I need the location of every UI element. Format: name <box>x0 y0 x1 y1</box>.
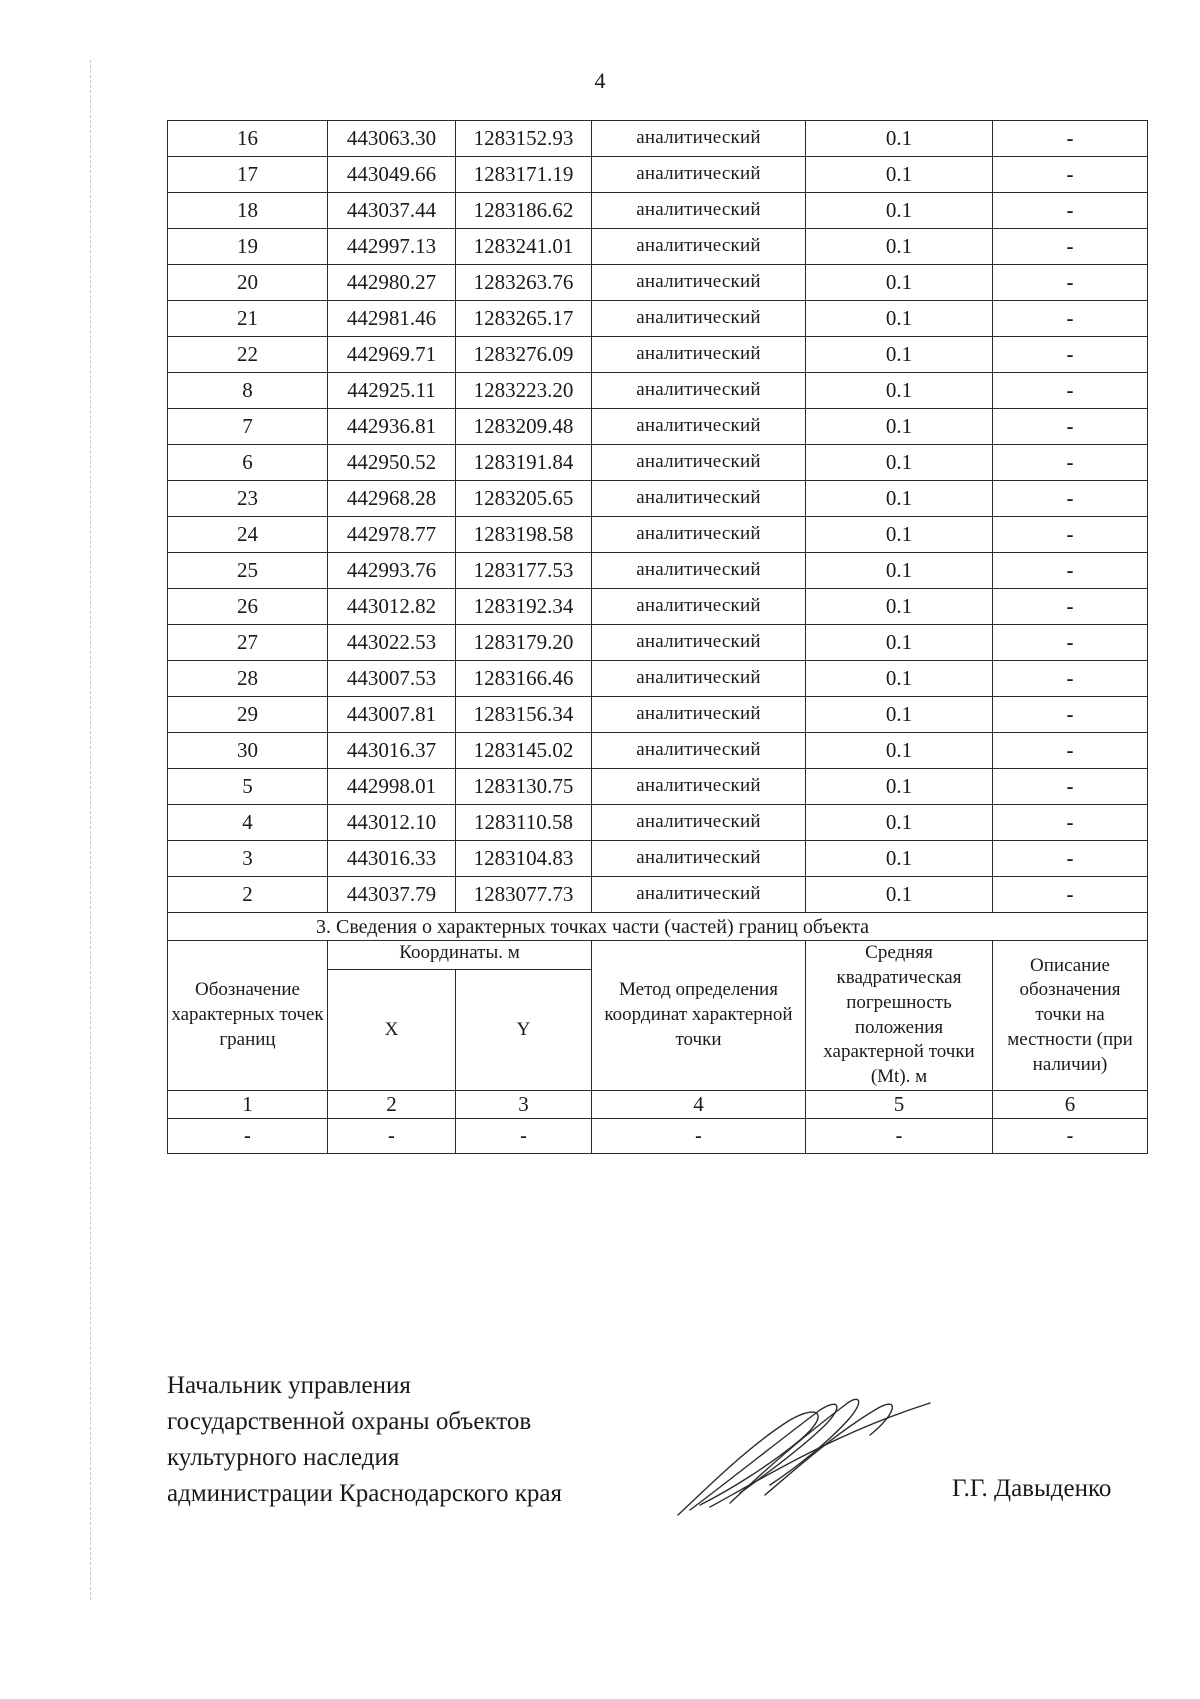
header-coordinates: Координаты. м <box>328 941 592 970</box>
y-coordinate-cell: 1283110.58 <box>456 805 592 841</box>
description-cell: - <box>993 877 1148 913</box>
page-number: 4 <box>594 68 606 93</box>
table-row <box>168 625 1148 661</box>
header-y: Y <box>456 970 592 1091</box>
table-row <box>168 301 1148 337</box>
description-cell: - <box>993 481 1148 517</box>
method-cell: аналитический <box>592 697 806 733</box>
x-coordinate-cell: 443037.79 <box>328 877 456 913</box>
x-coordinate-cell: 442997.13 <box>328 229 456 265</box>
x-coordinate-cell: 443063.30 <box>328 121 456 157</box>
error-cell: 0.1 <box>806 805 993 841</box>
point-number-cell: 5 <box>168 769 328 805</box>
y-coordinate-cell: 1283192.34 <box>456 589 592 625</box>
error-cell: 0.1 <box>806 625 993 661</box>
point-number-cell: 17 <box>168 157 328 193</box>
y-coordinate-cell: 1283171.19 <box>456 157 592 193</box>
point-number-cell: 16 <box>168 121 328 157</box>
point-number-cell: 24 <box>168 517 328 553</box>
method-cell: аналитический <box>592 481 806 517</box>
y-coordinate-cell: 1283223.20 <box>456 373 592 409</box>
section3-empty-row <box>168 1119 1148 1154</box>
x-coordinate-cell: 442981.46 <box>328 301 456 337</box>
error-cell: 0.1 <box>806 373 993 409</box>
description-cell: - <box>993 229 1148 265</box>
point-number-cell: 18 <box>168 193 328 229</box>
error-cell: 0.1 <box>806 265 993 301</box>
error-cell: 0.1 <box>806 337 993 373</box>
description-cell: - <box>993 841 1148 877</box>
method-cell: аналитический <box>592 265 806 301</box>
section3-table-body <box>168 913 1148 1154</box>
table-row <box>168 445 1148 481</box>
point-number-cell: 29 <box>168 697 328 733</box>
description-cell: - <box>993 337 1148 373</box>
table-row <box>168 337 1148 373</box>
table-row <box>168 733 1148 769</box>
table-row <box>168 697 1148 733</box>
description-cell: - <box>993 445 1148 481</box>
position-line: государственной охраны объектов <box>167 1408 532 1435</box>
empty-cell: - <box>328 1119 456 1154</box>
method-cell: аналитический <box>592 625 806 661</box>
y-coordinate-cell: 1283130.75 <box>456 769 592 805</box>
y-coordinate-cell: 1283104.83 <box>456 841 592 877</box>
binding-margin-line <box>90 60 91 1600</box>
y-coordinate-cell: 1283276.09 <box>456 337 592 373</box>
x-coordinate-cell: 443037.44 <box>328 193 456 229</box>
y-coordinate-cell: 1283077.73 <box>456 877 592 913</box>
method-cell: аналитический <box>592 301 806 337</box>
y-coordinate-cell: 1283198.58 <box>456 517 592 553</box>
method-cell: аналитический <box>592 409 806 445</box>
signatory-position <box>167 1368 562 1512</box>
column-number: 5 <box>806 1091 993 1119</box>
x-coordinate-cell: 442980.27 <box>328 265 456 301</box>
empty-cell: - <box>168 1119 328 1154</box>
description-cell: - <box>993 517 1148 553</box>
method-cell: аналитический <box>592 589 806 625</box>
table-row <box>168 409 1148 445</box>
error-cell: 0.1 <box>806 409 993 445</box>
description-cell: - <box>993 661 1148 697</box>
method-cell: аналитический <box>592 661 806 697</box>
point-number-cell: 30 <box>168 733 328 769</box>
column-number: 1 <box>168 1091 328 1119</box>
x-coordinate-cell: 442998.01 <box>328 769 456 805</box>
table-row <box>168 229 1148 265</box>
table-row <box>168 373 1148 409</box>
description-cell: - <box>993 265 1148 301</box>
point-number-cell: 25 <box>168 553 328 589</box>
header-method: Метод определения координат характерной точки <box>592 941 806 1091</box>
error-cell: 0.1 <box>806 769 993 805</box>
description-cell: - <box>993 373 1148 409</box>
x-coordinate-cell: 442950.52 <box>328 445 456 481</box>
error-cell: 0.1 <box>806 121 993 157</box>
error-cell: 0.1 <box>806 301 993 337</box>
table-row <box>168 265 1148 301</box>
method-cell: аналитический <box>592 193 806 229</box>
method-cell: аналитический <box>592 769 806 805</box>
position-line: культурного наследия <box>167 1444 400 1471</box>
y-coordinate-cell: 1283177.53 <box>456 553 592 589</box>
x-coordinate-cell: 443012.10 <box>328 805 456 841</box>
description-cell: - <box>993 769 1148 805</box>
method-cell: аналитический <box>592 553 806 589</box>
error-cell: 0.1 <box>806 157 993 193</box>
table-row <box>168 193 1148 229</box>
error-cell: 0.1 <box>806 661 993 697</box>
description-cell: - <box>993 805 1148 841</box>
point-number-cell: 2 <box>168 877 328 913</box>
column-number: 3 <box>456 1091 592 1119</box>
column-number-row <box>168 1091 1148 1119</box>
table-row <box>168 481 1148 517</box>
point-number-cell: 23 <box>168 481 328 517</box>
x-coordinate-cell: 442936.81 <box>328 409 456 445</box>
empty-cell: - <box>993 1119 1148 1154</box>
signer-name: Г.Г. Давыденко <box>952 1475 1112 1502</box>
error-cell: 0.1 <box>806 877 993 913</box>
point-number-cell: 28 <box>168 661 328 697</box>
handwritten-signature <box>670 1385 940 1525</box>
x-coordinate-cell: 443012.82 <box>328 589 456 625</box>
table-row <box>168 121 1148 157</box>
error-cell: 0.1 <box>806 481 993 517</box>
error-cell: 0.1 <box>806 697 993 733</box>
table-row <box>168 517 1148 553</box>
x-coordinate-cell: 443016.33 <box>328 841 456 877</box>
description-cell: - <box>993 733 1148 769</box>
method-cell: аналитический <box>592 157 806 193</box>
error-cell: 0.1 <box>806 445 993 481</box>
method-cell: аналитический <box>592 733 806 769</box>
column-number: 6 <box>993 1091 1148 1119</box>
header-x: X <box>328 970 456 1091</box>
y-coordinate-cell: 1283209.48 <box>456 409 592 445</box>
position-line: администрации Краснодарского края <box>167 1480 563 1507</box>
column-number: 4 <box>592 1091 806 1119</box>
y-coordinate-cell: 1283156.34 <box>456 697 592 733</box>
error-cell: 0.1 <box>806 733 993 769</box>
table-row <box>168 769 1148 805</box>
point-number-cell: 21 <box>168 301 328 337</box>
point-number-cell: 6 <box>168 445 328 481</box>
point-number-cell: 3 <box>168 841 328 877</box>
x-coordinate-cell: 443022.53 <box>328 625 456 661</box>
description-cell: - <box>993 409 1148 445</box>
point-number-cell: 26 <box>168 589 328 625</box>
empty-cell: - <box>806 1119 993 1154</box>
table-row <box>168 841 1148 877</box>
method-cell: аналитический <box>592 805 806 841</box>
coordinates-table-body <box>168 121 1148 913</box>
point-number-cell: 20 <box>168 265 328 301</box>
x-coordinate-cell: 442968.28 <box>328 481 456 517</box>
y-coordinate-cell: 1283166.46 <box>456 661 592 697</box>
description-cell: - <box>993 301 1148 337</box>
section3-title: 3. Сведения о характерных точках части (частей) границ объекта <box>168 913 1148 941</box>
y-coordinate-cell: 1283265.17 <box>456 301 592 337</box>
y-coordinate-cell: 1283241.01 <box>456 229 592 265</box>
coordinates-table <box>167 120 1148 1154</box>
error-cell: 0.1 <box>806 553 993 589</box>
description-cell: - <box>993 157 1148 193</box>
point-number-cell: 4 <box>168 805 328 841</box>
point-number-cell: 19 <box>168 229 328 265</box>
x-coordinate-cell: 442993.76 <box>328 553 456 589</box>
error-cell: 0.1 <box>806 517 993 553</box>
error-cell: 0.1 <box>806 589 993 625</box>
position-line: Начальник управления <box>167 1372 411 1399</box>
y-coordinate-cell: 1283152.93 <box>456 121 592 157</box>
x-coordinate-cell: 443016.37 <box>328 733 456 769</box>
point-number-cell: 22 <box>168 337 328 373</box>
point-number-cell: 8 <box>168 373 328 409</box>
table-row <box>168 805 1148 841</box>
y-coordinate-cell: 1283179.20 <box>456 625 592 661</box>
point-number-cell: 27 <box>168 625 328 661</box>
description-cell: - <box>993 697 1148 733</box>
table-row <box>168 553 1148 589</box>
method-cell: аналитический <box>592 337 806 373</box>
x-coordinate-cell: 443007.81 <box>328 697 456 733</box>
description-cell: - <box>993 193 1148 229</box>
header-error: Средняя квадратическая погрешность положения характерной точки (Mt). м <box>806 941 993 1091</box>
error-cell: 0.1 <box>806 841 993 877</box>
method-cell: аналитический <box>592 517 806 553</box>
header-designation: Обозначение характерных точек границ <box>168 941 328 1091</box>
description-cell: - <box>993 553 1148 589</box>
error-cell: 0.1 <box>806 229 993 265</box>
y-coordinate-cell: 1283205.65 <box>456 481 592 517</box>
y-coordinate-cell: 1283186.62 <box>456 193 592 229</box>
y-coordinate-cell: 1283263.76 <box>456 265 592 301</box>
description-cell: - <box>993 121 1148 157</box>
x-coordinate-cell: 442925.11 <box>328 373 456 409</box>
table-row <box>168 661 1148 697</box>
empty-cell: - <box>456 1119 592 1154</box>
column-number: 2 <box>328 1091 456 1119</box>
table-row <box>168 157 1148 193</box>
table-row <box>168 877 1148 913</box>
empty-cell: - <box>592 1119 806 1154</box>
y-coordinate-cell: 1283145.02 <box>456 733 592 769</box>
method-cell: аналитический <box>592 445 806 481</box>
method-cell: аналитический <box>592 373 806 409</box>
error-cell: 0.1 <box>806 193 993 229</box>
x-coordinate-cell: 443049.66 <box>328 157 456 193</box>
header-description: Описание обозначения точки на местности (при наличии) <box>993 941 1148 1091</box>
table-row <box>168 589 1148 625</box>
description-cell: - <box>993 589 1148 625</box>
x-coordinate-cell: 442969.71 <box>328 337 456 373</box>
point-number-cell: 7 <box>168 409 328 445</box>
method-cell: аналитический <box>592 229 806 265</box>
y-coordinate-cell: 1283191.84 <box>456 445 592 481</box>
method-cell: аналитический <box>592 877 806 913</box>
method-cell: аналитический <box>592 121 806 157</box>
x-coordinate-cell: 442978.77 <box>328 517 456 553</box>
description-cell: - <box>993 625 1148 661</box>
x-coordinate-cell: 443007.53 <box>328 661 456 697</box>
method-cell: аналитический <box>592 841 806 877</box>
